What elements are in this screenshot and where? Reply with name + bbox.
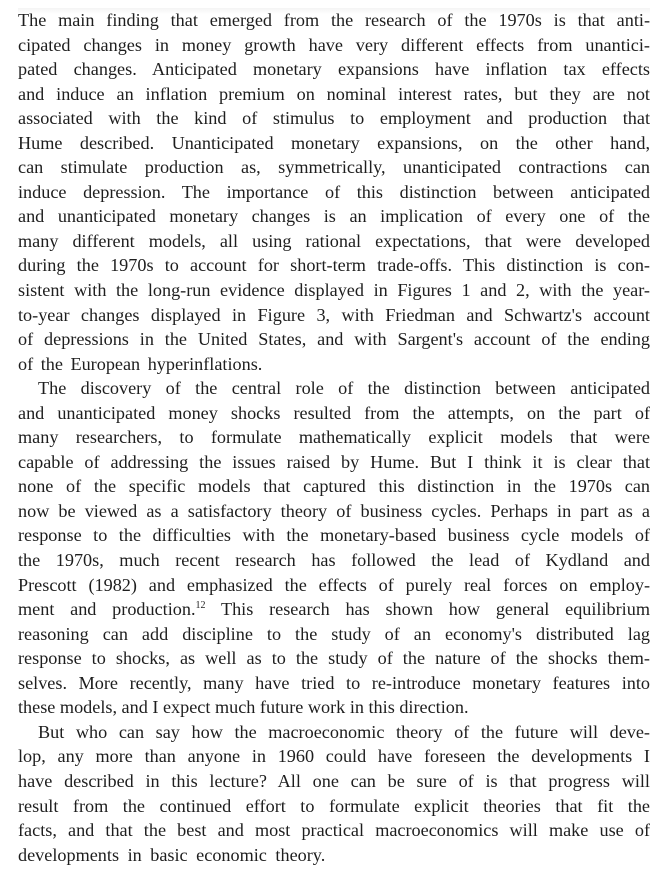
text-line: and unanticipated monetary changes is an implication of every one of the: [18, 206, 650, 227]
text-line: selves. More recently, many have tried to re-introduce monetary features into: [18, 672, 650, 693]
text-line: lop, any more than anyone in 1960 could have foreseen the developments I: [18, 746, 650, 767]
text-line: induce depression. The importance of this distinction between anticipated: [18, 181, 650, 202]
footnote-marker[interactable]: 12: [195, 600, 206, 612]
paragraph-1: [18, 8, 650, 376]
text-line: pated changes. Anticipated monetary expansions have inflation tax effects: [18, 59, 650, 80]
text-line: and unanticipated money shocks resulted from the attempts, on the part of: [18, 402, 650, 423]
text-line: and induce an inflation premium on nominal interest rates, but they are not: [18, 83, 650, 104]
paragraph-2: [18, 376, 650, 720]
text-line: developments in basic economic theory.: [18, 844, 326, 865]
text-line: many researchers, to formulate mathematically explicit models that were: [18, 427, 650, 448]
text-line: capable of addressing the issues raised by Hume. But I think it is clear that: [18, 451, 650, 472]
text-line: reasoning can add discipline to the study of an economy's distributed lag: [18, 623, 650, 644]
text-line: response to shocks, as well as to the study of the nature of the shocks them-: [18, 648, 650, 669]
text-line: of the European hyperinflations.: [18, 353, 263, 374]
text-line: during the 1970s to account for short-term trade-offs. This distinction is con-: [18, 255, 650, 276]
text-line: now be viewed as a satisfactory theory of business cycles. Perhaps in part as a: [18, 500, 650, 521]
text-line: response to the difficulties with the monetary-based business cycle models of: [18, 525, 650, 546]
text-line: sistent with the long-run evidence displayed in Figures 1 and 2, with the year-: [18, 280, 650, 301]
text-fragment: ment and production.: [18, 599, 196, 620]
text-line: have described in this lecture? All one can be sure of is that progress will: [18, 770, 650, 791]
text-line: cipated changes in money growth have very different effects from unantici-: [18, 34, 650, 55]
paragraph-3: [18, 720, 650, 867]
text-line: to-year changes displayed in Figure 3, with Friedman and Schwartz's account: [18, 304, 650, 325]
text-line: Prescott (1982) and emphasized the effects of purely real forces on employ-: [18, 574, 650, 595]
text-line: many different models, all using rational expectations, that were developed: [18, 230, 650, 251]
text-line: facts, and that the best and most practical macroeconomics will make use of: [18, 820, 650, 841]
document-page: [18, 8, 650, 867]
text-line: of depressions in the United States, and with Sargent's account of the ending: [18, 329, 650, 350]
text-fragment: This research has shown how general equilibrium: [205, 599, 650, 620]
text-line: these models, and I expect much future work in this direction.: [18, 697, 469, 718]
text-line-with-footnote: [18, 597, 650, 622]
text-line: result from the continued effort to formulate explicit theories that fit the: [18, 795, 650, 816]
text-line: But who can say how the macroeconomic theory of the future will deve-: [38, 721, 650, 742]
text-line: Hume described. Unanticipated monetary expansions, on the other hand,: [18, 132, 650, 153]
text-line: can stimulate production as, symmetrically, unanticipated contractions can: [18, 157, 650, 178]
text-line: the 1970s, much recent research has followed the lead of Kydland and: [18, 550, 650, 571]
text-line: The discovery of the central role of the distinction between anticipated: [38, 378, 650, 399]
text-line: associated with the kind of stimulus to employment and production that: [18, 108, 650, 129]
text-line: The main finding that emerged from the research of the 1970s is that anti-: [18, 10, 650, 30]
text-line: none of the specific models that captured this distinction in the 1970s can: [18, 476, 650, 497]
